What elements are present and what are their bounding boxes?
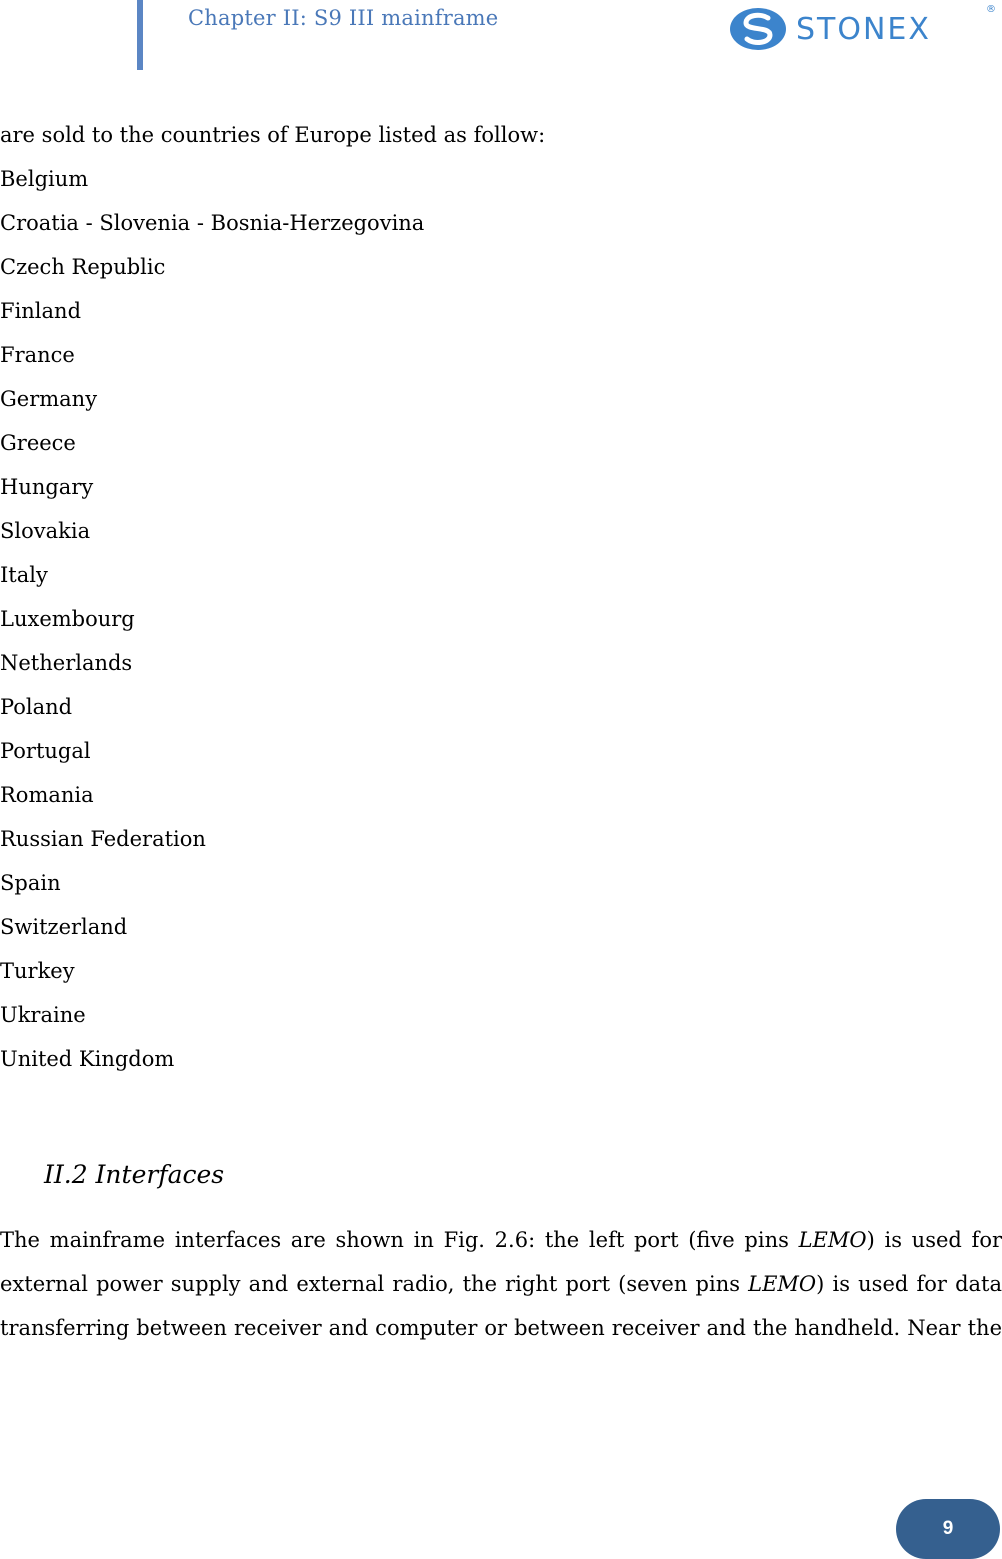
- page-number-badge: [896, 1499, 1000, 1559]
- section-heading: II.2 Interfaces: [44, 1160, 225, 1189]
- stonex-logo: [728, 4, 998, 54]
- logo-wordmark: STONEX: [796, 12, 931, 47]
- country-item: Poland: [0, 695, 73, 719]
- country-item: Netherlands: [0, 651, 133, 675]
- country-item: Luxembourg: [0, 607, 135, 631]
- paragraph-line: [0, 1262, 1002, 1306]
- paragraph-text: transferring between receiver and computer or between receiver and the handheld. Near the: [0, 1316, 1002, 1340]
- country-item: France: [0, 343, 75, 367]
- country-item: Portugal: [0, 739, 91, 763]
- connector-name: LEMO: [798, 1228, 867, 1252]
- paragraph-text: The mainframe interfaces are shown in Fig. 2.6: the left port (five pins: [0, 1228, 799, 1252]
- country-item: Germany: [0, 387, 98, 411]
- paragraph-line: [0, 1218, 1002, 1262]
- country-item: Romania: [0, 783, 94, 807]
- chapter-title: Chapter II: S9 III mainframe: [188, 6, 499, 30]
- country-item: Croatia - Slovenia - Bosnia-Herzegovina: [0, 211, 425, 235]
- paragraph-text: ) is used for data: [816, 1272, 1002, 1296]
- country-item: Switzerland: [0, 915, 128, 939]
- paragraph-text: ) is used for: [866, 1228, 1002, 1252]
- header-accent-bar: [137, 0, 143, 70]
- registered-mark: ®: [986, 4, 996, 15]
- country-item: Hungary: [0, 475, 94, 499]
- country-item: Ukraine: [0, 1003, 86, 1027]
- country-item: Slovakia: [0, 519, 91, 543]
- country-item: Finland: [0, 299, 82, 323]
- country-item: Czech Republic: [0, 255, 166, 279]
- country-list: [0, 157, 1002, 1081]
- country-item: Greece: [0, 431, 76, 455]
- country-item: Italy: [0, 563, 48, 587]
- paragraph-text: external power supply and external radio, the right port (seven pins: [0, 1272, 749, 1296]
- intro-text: are sold to the countries of Europe listed as follow:: [0, 123, 546, 147]
- country-item: Russian Federation: [0, 827, 206, 851]
- paragraph-line: [0, 1306, 1002, 1350]
- country-item: Belgium: [0, 167, 89, 191]
- stonex-logo-icon: [728, 4, 790, 54]
- document-body: [0, 113, 1002, 1081]
- connector-name: LEMO: [748, 1272, 817, 1296]
- country-item: Spain: [0, 871, 61, 895]
- page-number: 9: [942, 1518, 954, 1539]
- interfaces-paragraph: [0, 1218, 1002, 1350]
- country-item: United Kingdom: [0, 1047, 175, 1071]
- country-item: Turkey: [0, 959, 75, 983]
